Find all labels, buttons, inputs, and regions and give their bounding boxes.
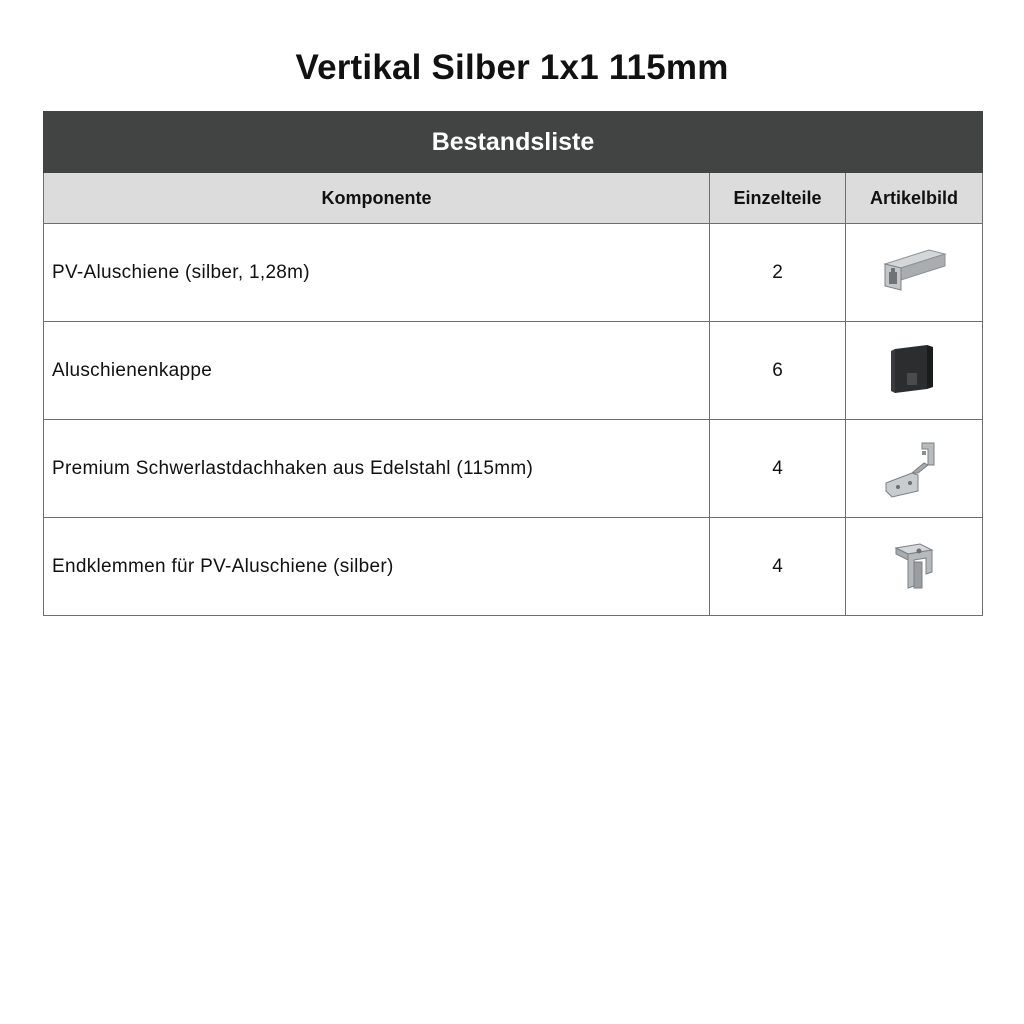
column-header-image: Artikelbild xyxy=(846,173,983,224)
component-count: 4 xyxy=(710,518,846,616)
end-clamp-icon xyxy=(892,542,936,592)
table-row xyxy=(44,518,983,616)
table-row xyxy=(44,322,983,420)
component-count: 6 xyxy=(710,322,846,420)
product-image-cell xyxy=(846,518,983,616)
component-count: 2 xyxy=(710,224,846,322)
inventory-table xyxy=(43,111,983,616)
product-image-cell xyxy=(846,224,983,322)
product-image-cell xyxy=(846,322,983,420)
component-name: PV-Aluschiene (silber, 1,28m) xyxy=(44,224,710,322)
column-header-component: Komponente xyxy=(44,173,710,224)
component-name: Aluschienenkappe xyxy=(44,322,710,420)
rail-end-cap-icon xyxy=(889,343,939,399)
table-caption-row xyxy=(44,112,983,173)
roof-hook-icon xyxy=(882,439,946,499)
component-count: 4 xyxy=(710,420,846,518)
product-image-cell xyxy=(846,420,983,518)
table-row xyxy=(44,420,983,518)
table-caption: Bestandsliste xyxy=(44,112,983,173)
column-header-row xyxy=(44,173,983,224)
component-name: Endklemmen für PV-Aluschiene (silber) xyxy=(44,518,710,616)
component-name: Premium Schwerlastdachhaken aus Edelstahl (115mm) xyxy=(44,420,710,518)
aluminium-rail-icon xyxy=(879,248,949,298)
column-header-count: Einzelteile xyxy=(710,173,846,224)
table-row xyxy=(44,224,983,322)
page-title: Vertikal Silber 1x1 115mm xyxy=(295,48,729,87)
